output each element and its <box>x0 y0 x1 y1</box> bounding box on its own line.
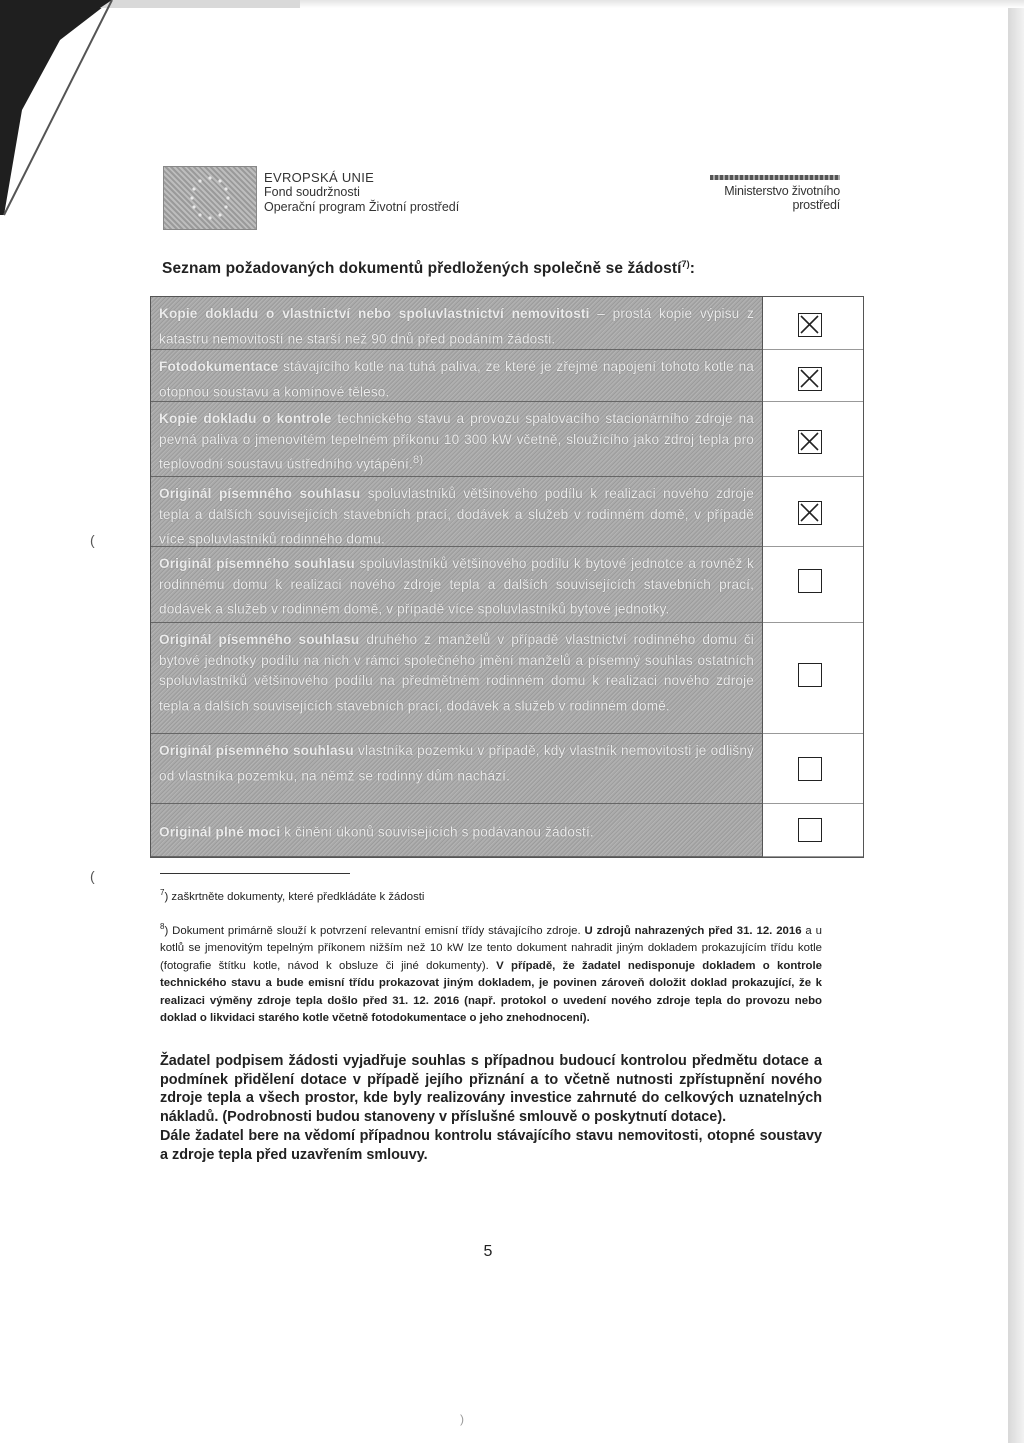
document-checkbox-checked[interactable] <box>798 313 822 337</box>
document-lead: Fotodokumentace <box>159 359 279 374</box>
document-rest: k činění úkonů souvisejících s podávanou žádostí. <box>280 824 594 840</box>
footnote-7-text: ) zaškrtněte dokumenty, které předkládáte k žádosti <box>164 890 425 903</box>
eu-program-name: Operační program Životní prostředí <box>264 200 460 214</box>
document-checkbox-unchecked[interactable] <box>798 663 822 687</box>
document-description-cell <box>151 623 763 734</box>
document-check-cell <box>763 477 863 547</box>
document-description <box>159 741 754 787</box>
document-lead: Kopie dokladu o kontrole <box>159 411 332 426</box>
document-checkbox-unchecked[interactable] <box>798 569 822 593</box>
document-checkbox-checked[interactable] <box>798 430 822 454</box>
document-description-cell <box>151 477 763 547</box>
document-rest: spoluvlastníků většinového podílu k bytové jednotce a rovněž k rodinnému domu k realizaci nového zdroje tepla a dalších souvisejících stavebních prací, dodávek a služeb v rodinném domě, v případě více spoluvlastníků bytové jednotky. <box>159 556 754 617</box>
document-check-cell <box>763 623 863 734</box>
document-lead: Originál plné moci <box>159 824 281 840</box>
eu-flag-logo <box>163 166 257 230</box>
section-title: Seznam požadovaných dokumentů předložených společně se žádostí$^{7)}$: <box>162 259 696 278</box>
eu-program-label <box>264 170 459 215</box>
document-check-cell <box>763 297 863 350</box>
document-checkbox-unchecked[interactable] <box>798 818 822 842</box>
margin-mark: ) <box>460 1412 464 1426</box>
document-row <box>151 350 863 402</box>
document-checkbox-checked[interactable] <box>798 367 822 391</box>
document-description <box>159 630 754 717</box>
document-checkbox-checked[interactable] <box>798 501 822 525</box>
document-check-cell <box>763 547 863 623</box>
document-description-cell <box>151 804 763 857</box>
document-description-cell <box>151 734 763 804</box>
section-title-footnote-ref: 7) <box>681 259 690 269</box>
footnote-separator <box>160 873 350 874</box>
document-rest: technického stavu a provozu spalovacího stacionárního zdroje na pevná paliva o jmenovitém tepelném příkonu 10 300 kW včetně, sloužícího jako zdroj tepla pro teplovodní soustavu ústředního vytápění. <box>159 411 754 472</box>
footnote-8-emphasis: V případě, že žadatel nedisponuje dokladem o kontrole technického stavu a bude emisní třídu prokazovat jiným dokladem, je povinen zároveň doložit doklad prokazující, že k realizaci výměny zdroje tepla došlo před 31. 12. 2016 (např. protokol o uvedení nového zdroje tepla do provozu nebo doklad o likvidaci starého kotle včetně fotodokumentace o jeho znehodnocení). <box>160 959 822 1025</box>
eu-fund-name: Fond soudržnosti <box>264 185 360 199</box>
document-row <box>151 623 863 734</box>
eu-union-name: EVROPSKÁ UNIE <box>264 170 375 185</box>
scan-edge-shadow <box>1008 0 1024 1443</box>
document-row <box>151 804 863 857</box>
document-checklist-table <box>150 296 864 858</box>
document-description <box>159 304 754 350</box>
document-lead: Originál písemného souhlasu <box>159 556 355 571</box>
document-check-cell <box>763 734 863 804</box>
document-check-cell <box>763 402 863 477</box>
document-description-cell <box>151 350 763 402</box>
applicant-statement: Žadatel podpisem žádosti vyjadřuje souhlas s případnou budoucí kontrolou předmětu dotace a podmínek přidělení dotace v případě jejího přiznání a to včetně nutnosti zpřístupnění nového zdroje tepla a všech prostor, kde byly realizovány investice zahrnuté do celkových uznatelných nákladů. (Podrobnosti budou stanoveny v příslušné smlouvě o poskytnutí dotace). <box>160 1053 822 1125</box>
document-footnote-ref: 8) <box>412 454 424 466</box>
document-row <box>151 547 863 623</box>
document-rest: – prostá kopie výpisu z katastru nemovitostí ne starší než 90 dnů před podáním žádosti. <box>159 306 755 347</box>
footnote-7 <box>160 884 822 906</box>
document-rest: stávajícího kotle na tuhá paliva, ze které je zřejmé napojení tohoto kotle na otopnou soustavu a komínové těleso. <box>159 359 754 400</box>
document-rest: druhého z manželů v případě vlastnictví rodinného domu či bytové jednotky podílu na nich v rámci společného jmění manželů a písemný souhlas ostatních spoluvlastníků většinového podílu na předmětném rodinném domu k realizaci nového zdroje tepla a dalších souvisejících stavebních prací, dodávek a služeb v rodinném domě. <box>159 632 754 714</box>
footnote-8-text: ) Dokument primárně slouží k potvrzení relevantní emisní třídy stávajícího zdroje. <box>164 924 585 937</box>
ministry-name: Ministerstvo životního prostředí <box>724 184 840 212</box>
section-title-text: Seznam požadovaných dokumentů předložených společně se žádostí <box>162 260 682 278</box>
document-row <box>151 734 863 804</box>
document-lead: Originál písemného souhlasu <box>159 632 360 647</box>
ministry-logo-bar <box>710 175 840 180</box>
footnote-8-mark: 8 <box>160 922 165 931</box>
document-description <box>159 357 754 403</box>
document-checkbox-unchecked[interactable] <box>798 757 822 781</box>
footnote-7-mark: 7 <box>160 888 165 897</box>
page-number: 5 <box>483 1243 493 1260</box>
document-description <box>159 409 754 475</box>
footnote-8 <box>160 918 822 1028</box>
document-description <box>159 484 754 550</box>
document-check-cell <box>763 804 863 857</box>
applicant-acknowledgement: Dále žadatel bere na vědomí případnou kontrolu stávajícího stavu nemovitosti, otopné soustavy a zdroje tepla před uzavřením smlouvy. <box>160 1128 822 1163</box>
document-row <box>151 297 863 350</box>
document-row <box>151 477 863 547</box>
margin-mark: ( <box>90 868 95 884</box>
document-description-cell <box>151 297 763 350</box>
document-rest: spoluvlastníků většinového podílu k realizaci nového zdroje tepla a dalších souvisejících stavebních prací, dodávek a služeb v rodinném domě, v případě více spoluvlastníků rodinného domu. <box>159 486 754 547</box>
document-row <box>151 402 863 477</box>
scan-shadow-corner <box>0 0 1024 230</box>
document-rest: vlastníka pozemku v případě, kdy vlastník nemovitosti je odlišný od vlastníka pozemku, na němž se rodinný dům nachází. <box>159 743 754 784</box>
document-description <box>159 818 754 843</box>
document-description-cell <box>151 402 763 477</box>
margin-mark: ( <box>90 532 95 548</box>
document-lead: Kopie dokladu o vlastnictví nebo spoluvlastnictví nemovitosti <box>159 306 590 321</box>
scan-top-shadow <box>300 0 1024 8</box>
document-description-cell <box>151 547 763 623</box>
document-lead: Originál písemného souhlasu <box>159 486 361 501</box>
footnote-8-text: a u kotlů se jmenovitým tepelným příkonem nižším než 10 kW lze tento dokument nahradit jiným dokladem prokazujícím třídu kotle (fotografie štítku kotle, návod k obsluze či jiné dokumenty). <box>160 924 822 972</box>
document-description <box>159 554 754 620</box>
footnote-8-emphasis: U zdrojů nahrazených před 31. 12. 2016 <box>584 924 802 937</box>
document-check-cell <box>763 350 863 402</box>
document-lead: Originál písemného souhlasu <box>159 743 354 758</box>
ministry-logo <box>690 175 840 212</box>
